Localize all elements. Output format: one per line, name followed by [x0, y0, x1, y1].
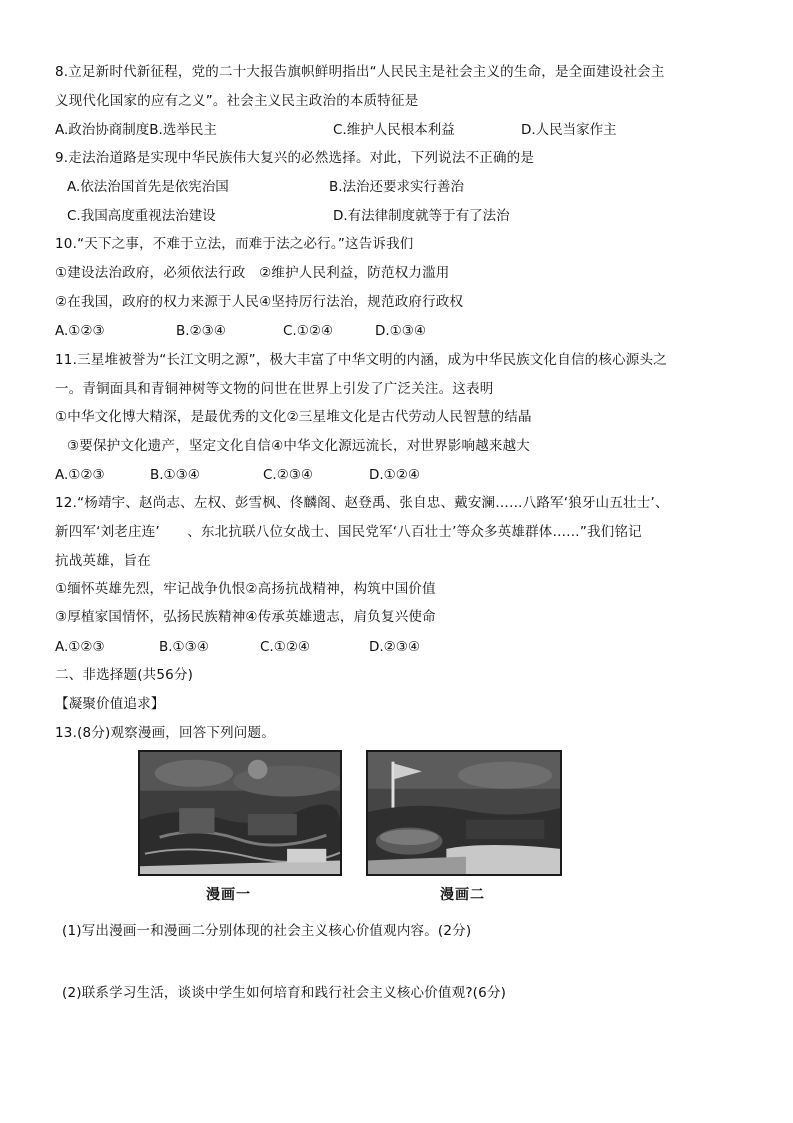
- q12-stem-line1: 12.“杨靖宇、赵尚志、左权、彭雪枫、佟麟阁、赵登禹、张自忠、戴安澜……八路军‘狼牙山五壮士’、: [55, 495, 669, 511]
- q11-option-b: B.①③④: [150, 467, 200, 483]
- q10-stem: 10.“天下之事，不难于立法，而难于法之必行。”这告诉我们: [55, 236, 414, 252]
- q9-option-a: A.依法治国首先是依宪治国: [67, 179, 229, 195]
- q12-option-a: A.①②③: [55, 639, 105, 655]
- q12-stem-line3: 抗战英雄，旨在: [55, 553, 151, 569]
- q10-option-a: A.①②③: [55, 323, 105, 339]
- q8-stem-line2: 义现代化国家的应有之义”。社会主义民主政治的本质特征是: [55, 93, 419, 109]
- q12-statements-2: ③厚植家国情怀，弘扬民族精神④传承英雄遗志，肩负复兴使命: [55, 609, 436, 625]
- q12-option-d: D.②③④: [369, 639, 420, 655]
- q10-option-c: C.①②④: [283, 323, 334, 339]
- q11-option-a: A.①②③: [55, 467, 105, 483]
- comic-image-2: [366, 750, 562, 876]
- q11-option-c: C.②③④: [263, 467, 314, 483]
- q10-statements-2: ②在我国，政府的权力来源于人民④坚持厉行法治，规范政府行政权: [55, 294, 464, 310]
- q9-option-d: D.有法律制度就等于有了法治: [333, 208, 510, 224]
- q10-option-b: B.②③④: [176, 323, 226, 339]
- q8-option-c: C.维护人民根本利益: [333, 122, 455, 138]
- q12-option-c: C.①②④: [260, 639, 311, 655]
- q13-stem: 13.(8分)观察漫画，回答下列问题。: [55, 725, 275, 741]
- q9-option-c: C.我国高度重视法治建设: [67, 208, 216, 224]
- section-subheading: 【凝聚价值追求】: [55, 696, 165, 712]
- q9-option-b: B.法治还要求实行善治: [329, 179, 465, 195]
- q11-stem-line2: 一。青铜面具和青铜神树等文物的问世在世界上引发了广泛关注。这表明: [55, 381, 494, 397]
- q11-option-d: D.①②④: [369, 467, 420, 483]
- q11-statements-2: ③要保护文化遗产，坚定文化自信④中华文化源远流长，对世界影响越来越大: [67, 438, 531, 454]
- q13-part2: (2)联系学习生活，谈谈中学生如何培育和践行社会主义核心价值观?(6分): [62, 985, 507, 1001]
- section-title: 二、非选择题(共56分): [55, 667, 194, 683]
- q8-option-ab: A.政治协商制度B.选举民主: [55, 122, 217, 138]
- q8-stem-line1: 8.立足新时代新征程，党的二十大报告旗帜鲜明指出“人民民主是社会主义的生命，是全面建设社会主: [55, 64, 665, 80]
- comic-caption-2: 漫画二: [440, 887, 485, 903]
- q12-option-b: B.①③④: [159, 639, 209, 655]
- q8-option-d: D.人民当家作主: [521, 122, 617, 138]
- q11-stem-line1: 11.三星堆被誉为“长江文明之源”，极大丰富了中华文明的内涵，成为中华民族文化自信的核心源头之: [55, 352, 667, 368]
- q11-statements-1: ①中华文化博大精深，是最优秀的文化②三星堆文化是古代劳动人民智慧的结晶: [55, 409, 532, 425]
- q10-statements-1: ①建设法治政府，必须依法行政 ②维护人民利益，防范权力滥用: [55, 265, 450, 281]
- q12-statements-1: ①缅怀英雄先烈，牢记战争仇恨②高扬抗战精神，构筑中国价值: [55, 581, 436, 597]
- q9-stem: 9.走法治道路是实现中华民族伟大复兴的必然选择。对此，下列说法不正确的是: [55, 150, 535, 166]
- comic-image-1: [138, 750, 342, 876]
- q12-stem-line2: 新四军‘刘老庄连’ 、东北抗联八位女战士、国民党军‘八百壮士’等众多英雄群体……”我们铭记: [55, 524, 642, 540]
- q13-part1: (1)写出漫画一和漫画二分别体现的社会主义核心价值观内容。(2分): [62, 923, 472, 939]
- q10-option-d: D.①③④: [375, 323, 426, 339]
- comic-caption-1: 漫画一: [206, 887, 251, 903]
